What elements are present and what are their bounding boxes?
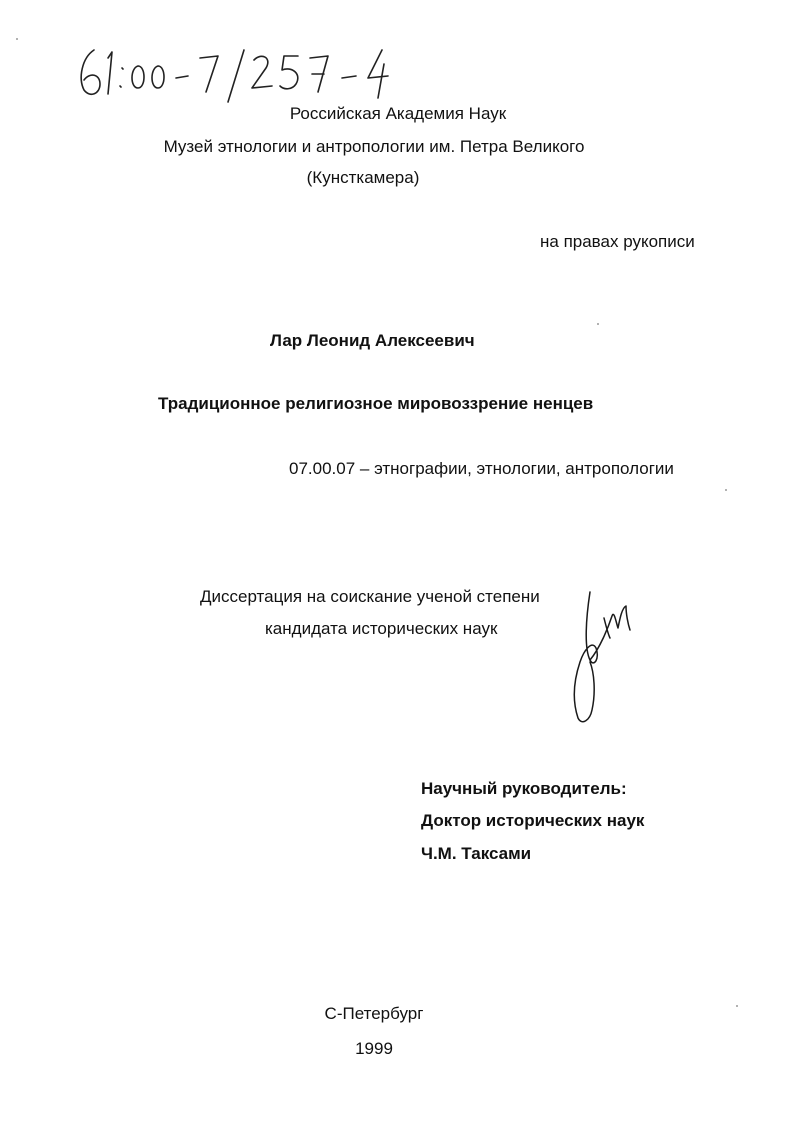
city: С-Петербург (324, 1004, 424, 1023)
academy-name: Российская Академия Наук (289, 104, 507, 123)
supervisor-degree: Доктор исторических наук (421, 811, 645, 830)
handwritten-archive-number (72, 44, 432, 104)
supervisor-label: Научный руководитель: (421, 779, 627, 798)
signature (560, 588, 640, 728)
dissertation-degree-line2: кандидата исторических наук (265, 619, 498, 638)
year: 1999 (355, 1039, 393, 1058)
scan-speck (736, 1005, 738, 1007)
dissertation-title: Традиционное религиозное мировоззрение ненцев (158, 394, 594, 413)
dissertation-degree-line1: Диссертация на соискание ученой степени (200, 587, 540, 606)
author-name: Лар Леонид Алексеевич (270, 331, 475, 350)
scan-speck (16, 38, 18, 40)
museum-name: Музей этнологии и антропологии им. Петра Великого (163, 137, 585, 156)
museum-alt-name: (Кунсткамера) (306, 168, 420, 187)
scan-speck (725, 489, 727, 491)
supervisor-name: Ч.М. Таксами (421, 844, 532, 863)
specialty-code: 07.00.07 – этнографии, этнологии, антропологии (289, 459, 674, 478)
scan-speck (597, 323, 599, 325)
manuscript-rights: на правах рукописи (540, 232, 695, 251)
